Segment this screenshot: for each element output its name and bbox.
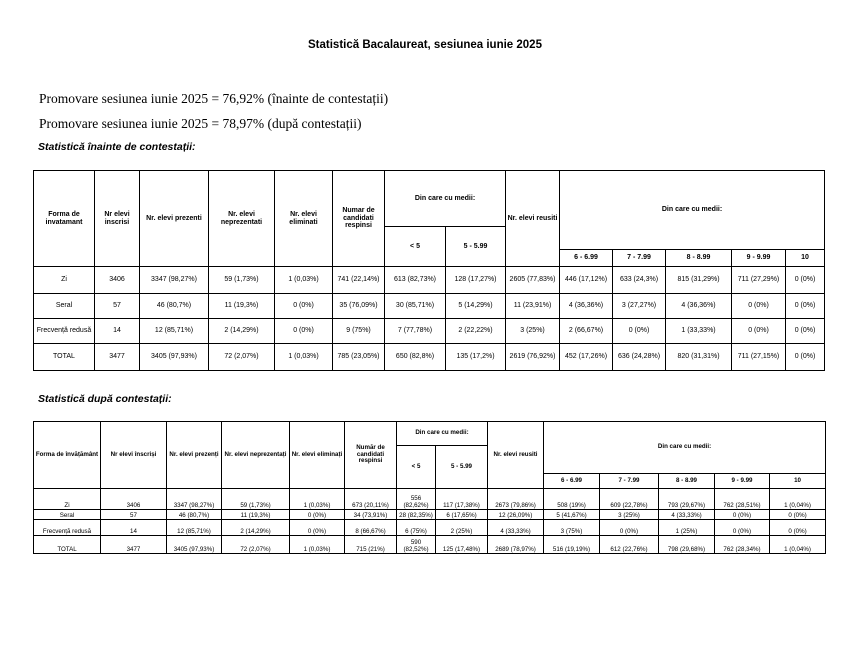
cell-respinsi: 34 (73,91%): [345, 510, 397, 520]
cell-6-699: 4 (36,36%): [560, 294, 613, 319]
cell-neprezentati: 11 (19,3%): [222, 510, 290, 520]
cell-lt5: 613 (82,73%): [385, 267, 446, 294]
cell-10: 1 (0,04%): [770, 489, 826, 510]
col-header-eliminati: Nr. elevi eliminati: [275, 171, 333, 267]
col-header-10: 10: [786, 250, 825, 267]
cell-respinsi: 715 (21%): [345, 536, 397, 554]
table-row: [34, 294, 825, 319]
cell-prezenti: 46 (80,7%): [167, 510, 222, 520]
cell-respinsi: 673 (20,11%): [345, 489, 397, 510]
cell-7-799: 3 (27,27%): [613, 294, 666, 319]
cell-inscrisi: 14: [101, 520, 167, 536]
cell-respinsi: 8 (66,67%): [345, 520, 397, 536]
stats-table-after: [33, 421, 826, 554]
cell-5-599: 5 (14,29%): [446, 294, 506, 319]
cell-eliminati: 1 (0,03%): [290, 536, 345, 554]
col-header-6-699: 6 - 6.99: [544, 474, 600, 489]
col-header-neprezentati: Nr. elevi neprezentati: [209, 171, 275, 267]
col-header-lt5: < 5: [385, 227, 446, 267]
cell-inscrisi: 3477: [101, 536, 167, 554]
cell-9-999: 762 (28,51%): [715, 489, 770, 510]
cell-9-999: 711 (27,29%): [732, 267, 786, 294]
col-header-forma: Forma de învățământ: [34, 422, 101, 489]
cell-5-599: 128 (17,27%): [446, 267, 506, 294]
section-heading-before: Statistică înainte de contestații:: [38, 141, 196, 153]
cell-prezenti: 12 (85,71%): [167, 520, 222, 536]
col-header-prezenti: Nr. elevi prezenți: [167, 422, 222, 489]
cell-9-999: 711 (27,15%): [732, 344, 786, 371]
col-header-respinsi: Număr de candidati respinsi: [345, 422, 397, 489]
col-header-7-799: 7 - 7.99: [613, 250, 666, 267]
table-row: [34, 344, 825, 371]
col-header-reusiti: Nr. elevi reusiti: [488, 422, 544, 489]
section-heading-after: Statistică după contestații:: [38, 393, 172, 405]
cell-forma: Seral: [34, 294, 95, 319]
cell-eliminati: 1 (0,03%): [275, 344, 333, 371]
col-header-10: 10: [770, 474, 826, 489]
cell-6-699: 508 (19%): [544, 489, 600, 510]
cell-8-899: 820 (31,31%): [666, 344, 732, 371]
cell-respinsi: 35 (76,09%): [333, 294, 385, 319]
cell-9-999: 0 (0%): [715, 510, 770, 520]
cell-7-799: 0 (0%): [613, 319, 666, 344]
cell-neprezentati: 72 (2,07%): [209, 344, 275, 371]
cell-7-799: 0 (0%): [600, 520, 659, 536]
cell-9-999: 0 (0%): [732, 294, 786, 319]
col-header-inscrisi: Nr elevi înscriși: [101, 422, 167, 489]
col-header-8-899: 8 - 8.99: [659, 474, 715, 489]
cell-respinsi: 785 (23,05%): [333, 344, 385, 371]
col-header-din-care-reusiti: Din care cu medii:: [560, 171, 825, 250]
cell-forma: TOTAL: [34, 344, 95, 371]
cell-5-599: 117 (17,38%): [436, 489, 488, 510]
col-header-forma: Forma de invatamant: [34, 171, 95, 267]
cell-5-599: 125 (17,48%): [436, 536, 488, 554]
cell-forma: Frecvență redusă: [34, 319, 95, 344]
cell-10: 0 (0%): [770, 520, 826, 536]
cell-9-999: 0 (0%): [732, 319, 786, 344]
cell-inscrisi: 3406: [95, 267, 140, 294]
cell-inscrisi: 57: [101, 510, 167, 520]
cell-lt5: 6 (75%): [397, 520, 436, 536]
col-header-neprezentati: Nr. elevi neprezentați: [222, 422, 290, 489]
cell-8-899: 793 (29,67%): [659, 489, 715, 510]
cell-prezenti: 3405 (97,93%): [167, 536, 222, 554]
cell-reusiti: 2673 (79,86%): [488, 489, 544, 510]
cell-eliminati: 0 (0%): [290, 520, 345, 536]
col-header-din-care-respinsi: Din care cu medii:: [397, 422, 488, 446]
cell-lt5: 28 (82,35%): [397, 510, 436, 520]
cell-10: 0 (0%): [786, 294, 825, 319]
table-row: [34, 510, 826, 520]
col-header-8-899: 8 - 8.99: [666, 250, 732, 267]
cell-6-699: 452 (17,26%): [560, 344, 613, 371]
cell-8-899: 815 (31,29%): [666, 267, 732, 294]
table-row: [34, 489, 826, 510]
cell-forma: TOTAL: [34, 536, 101, 554]
col-header-5-599: 5 - 5.99: [446, 227, 506, 267]
cell-lt5: 7 (77,78%): [385, 319, 446, 344]
cell-7-799: 609 (22,78%): [600, 489, 659, 510]
cell-7-799: 636 (24,28%): [613, 344, 666, 371]
cell-inscrisi: 14: [95, 319, 140, 344]
cell-10: 1 (0,04%): [770, 536, 826, 554]
table-row: [34, 267, 825, 294]
cell-8-899: 4 (36,36%): [666, 294, 732, 319]
cell-7-799: 633 (24,3%): [613, 267, 666, 294]
stats-table-before: [33, 170, 825, 371]
col-header-inscrisi: Nr elevi inscrisi: [95, 171, 140, 267]
cell-forma: Frecvență redusă: [34, 520, 101, 536]
cell-forma: Zi: [34, 267, 95, 294]
cell-5-599: 6 (17,65%): [436, 510, 488, 520]
cell-10: 0 (0%): [786, 267, 825, 294]
cell-inscrisi: 3477: [95, 344, 140, 371]
cell-neprezentati: 2 (14,29%): [222, 520, 290, 536]
cell-lt5: 30 (85,71%): [385, 294, 446, 319]
cell-reusiti: 3 (25%): [506, 319, 560, 344]
cell-7-799: 3 (25%): [600, 510, 659, 520]
cell-neprezentati: 2 (14,29%): [209, 319, 275, 344]
cell-6-699: 2 (66,67%): [560, 319, 613, 344]
cell-prezenti: 3347 (98,27%): [140, 267, 209, 294]
cell-9-999: 762 (28,34%): [715, 536, 770, 554]
cell-neprezentati: 59 (1,73%): [209, 267, 275, 294]
table-row: [34, 520, 826, 536]
cell-reusiti: 2689 (78,97%): [488, 536, 544, 554]
cell-7-799: 612 (22,76%): [600, 536, 659, 554]
table-row: [34, 319, 825, 344]
cell-inscrisi: 57: [95, 294, 140, 319]
cell-prezenti: 3347 (98,27%): [167, 489, 222, 510]
col-header-9-999: 9 - 9.99: [732, 250, 786, 267]
col-header-reusiti: Nr. elevi reusiti: [506, 171, 560, 267]
cell-8-899: 1 (25%): [659, 520, 715, 536]
cell-eliminati: 1 (0,03%): [275, 267, 333, 294]
cell-reusiti: 2605 (77,83%): [506, 267, 560, 294]
cell-inscrisi: 3406: [101, 489, 167, 510]
col-header-prezenti: Nr. elevi prezenti: [140, 171, 209, 267]
cell-eliminati: 0 (0%): [290, 510, 345, 520]
col-header-lt5: < 5: [397, 446, 436, 489]
cell-eliminati: 0 (0%): [275, 319, 333, 344]
cell-8-899: 798 (29,68%): [659, 536, 715, 554]
cell-10: 0 (0%): [770, 510, 826, 520]
cell-5-599: 2 (22,22%): [446, 319, 506, 344]
cell-9-999: 0 (0%): [715, 520, 770, 536]
cell-forma: Seral: [34, 510, 101, 520]
cell-prezenti: 12 (85,71%): [140, 319, 209, 344]
col-header-5-599: 5 - 5.99: [436, 446, 488, 489]
cell-6-699: 3 (75%): [544, 520, 600, 536]
promotion-rate-after: Promovare sesiunea iunie 2025 = 78,97% (după contestații): [39, 116, 362, 131]
cell-eliminati: 0 (0%): [275, 294, 333, 319]
cell-neprezentati: 72 (2,07%): [222, 536, 290, 554]
cell-forma: Zi: [34, 489, 101, 510]
cell-prezenti: 3405 (97,93%): [140, 344, 209, 371]
cell-5-599: 135 (17,2%): [446, 344, 506, 371]
col-header-din-care-reusiti: Din care cu medii:: [544, 422, 826, 474]
cell-6-699: 516 (19,19%): [544, 536, 600, 554]
col-header-6-699: 6 - 6.99: [560, 250, 613, 267]
cell-6-699: 5 (41,67%): [544, 510, 600, 520]
page-title: Statistică Bacalaureat, sesiunea iunie 2025: [308, 39, 542, 51]
cell-6-699: 446 (17,12%): [560, 267, 613, 294]
cell-lt5: 590 (82,52%): [397, 536, 436, 554]
cell-neprezentati: 59 (1,73%): [222, 489, 290, 510]
cell-8-899: 1 (33,33%): [666, 319, 732, 344]
cell-respinsi: 741 (22,14%): [333, 267, 385, 294]
col-header-din-care-respinsi: Din care cu medii:: [385, 171, 506, 227]
cell-reusiti: 2619 (76,92%): [506, 344, 560, 371]
cell-neprezentati: 11 (19,3%): [209, 294, 275, 319]
cell-5-599: 2 (25%): [436, 520, 488, 536]
cell-respinsi: 9 (75%): [333, 319, 385, 344]
cell-reusiti: 12 (26,09%): [488, 510, 544, 520]
col-header-9-999: 9 - 9.99: [715, 474, 770, 489]
cell-prezenti: 46 (80,7%): [140, 294, 209, 319]
col-header-7-799: 7 - 7.99: [600, 474, 659, 489]
col-header-respinsi: Numar de candidati respinsi: [333, 171, 385, 267]
cell-reusiti: 4 (33,33%): [488, 520, 544, 536]
table-row: [34, 536, 826, 554]
col-header-eliminati: Nr. elevi eliminați: [290, 422, 345, 489]
cell-10: 0 (0%): [786, 344, 825, 371]
cell-lt5: 650 (82,8%): [385, 344, 446, 371]
cell-reusiti: 11 (23,91%): [506, 294, 560, 319]
cell-8-899: 4 (33,33%): [659, 510, 715, 520]
cell-10: 0 (0%): [786, 319, 825, 344]
cell-eliminati: 1 (0,03%): [290, 489, 345, 510]
promotion-rate-before: Promovare sesiunea iunie 2025 = 76,92% (înainte de contestații): [39, 91, 389, 106]
cell-lt5: 556 (82,62%): [397, 489, 436, 510]
